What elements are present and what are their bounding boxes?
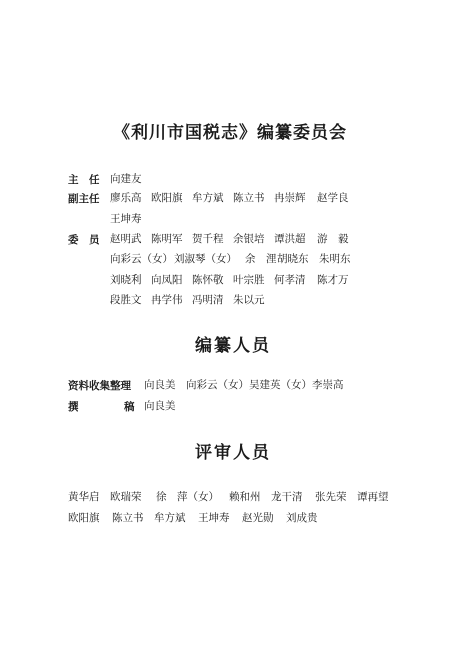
reviewer-name: 张先荣 [315, 491, 347, 503]
reviewer-name: 王坤寿 [198, 512, 230, 524]
members-line-3 [110, 272, 349, 287]
reviewer-name: 龙干清 [271, 491, 303, 503]
reviewers-line-2 [68, 510, 318, 525]
deputy-name: 廖乐高 [110, 192, 142, 204]
director-label: 主 任 [68, 174, 100, 186]
reviewer-name: 徐 萍（女） [156, 491, 219, 503]
deputies-line-2 [110, 211, 142, 226]
collect-names: 向良美 向彩云（女）吴建英（女）李崇高 [144, 379, 344, 391]
member-name: 叶宗胜 [233, 274, 265, 286]
deputy-name: 欧阳旗 [151, 192, 183, 204]
reviewer-name: 陈立书 [112, 512, 144, 524]
member-name: 刘晓利 [110, 274, 142, 286]
page-title: 《利川市国税志》编纂委员会 [113, 123, 347, 143]
member-name: 游 毅 [317, 233, 349, 245]
reviewer-name: 欧阳旗 [68, 512, 100, 524]
member-name: 何孝清 [274, 274, 306, 286]
members-label: 委 员 [68, 234, 100, 246]
members-line-4 [110, 292, 265, 307]
editors-section-title: 编纂人员 [195, 336, 271, 356]
reviewer-name: 谭再望 [357, 491, 389, 503]
member-name: 向凤阳 [151, 274, 183, 286]
reviewer-name: 牟方斌 [154, 512, 186, 524]
reviewer-name: 赵光勋 [242, 512, 274, 524]
member-name: 刘淑琴（女） [174, 253, 237, 265]
deputies-line-1 [110, 190, 349, 205]
member-name: 朱以元 [233, 294, 265, 306]
member-name: 谭洪超 [274, 233, 306, 245]
member-name: 余 浬 [245, 253, 277, 265]
member-name: 胡晓东 [277, 253, 309, 265]
members-line-2 [110, 251, 351, 266]
reviewer-name: 赖和州 [229, 491, 261, 503]
member-name: 冉学伟 [151, 294, 183, 306]
member-name: 余银培 [233, 233, 265, 245]
member-name: 陈怀敬 [192, 274, 224, 286]
member-name: 向彩云（女） [110, 253, 173, 265]
write-label-char-1: 撰 [68, 401, 79, 413]
member-name: 冯明清 [192, 294, 224, 306]
reviewer-name: 刘成贵 [286, 512, 318, 524]
member-name: 赵明武 [110, 233, 142, 245]
members-line-1 [110, 231, 349, 246]
write-names: 向良美 [144, 400, 176, 412]
member-name: 贺千程 [192, 233, 224, 245]
deputy-name: 冉崇辉 [274, 192, 306, 204]
director-name: 向建友 [110, 173, 142, 185]
collect-label: 资料收集整理 [68, 380, 131, 392]
deputy-name: 陈立书 [233, 192, 265, 204]
write-label-char-2: 稿 [124, 401, 135, 413]
deputy-name: 赵学良 [317, 192, 349, 204]
reviewers-line-1 [68, 489, 389, 504]
reviewer-name: 黄华启 [68, 491, 100, 503]
member-name: 朱明东 [319, 253, 351, 265]
reviewers-section-title: 评审人员 [195, 443, 271, 463]
member-name: 陈才万 [317, 274, 349, 286]
deputy-name: 王坤寿 [110, 213, 142, 225]
deputy-name: 牟方斌 [192, 192, 224, 204]
reviewer-name: 欧瑞荣 [110, 491, 142, 503]
member-name: 段胜文 [110, 294, 142, 306]
deputy-label: 副主任 [68, 193, 100, 205]
member-name: 陈明军 [151, 233, 183, 245]
